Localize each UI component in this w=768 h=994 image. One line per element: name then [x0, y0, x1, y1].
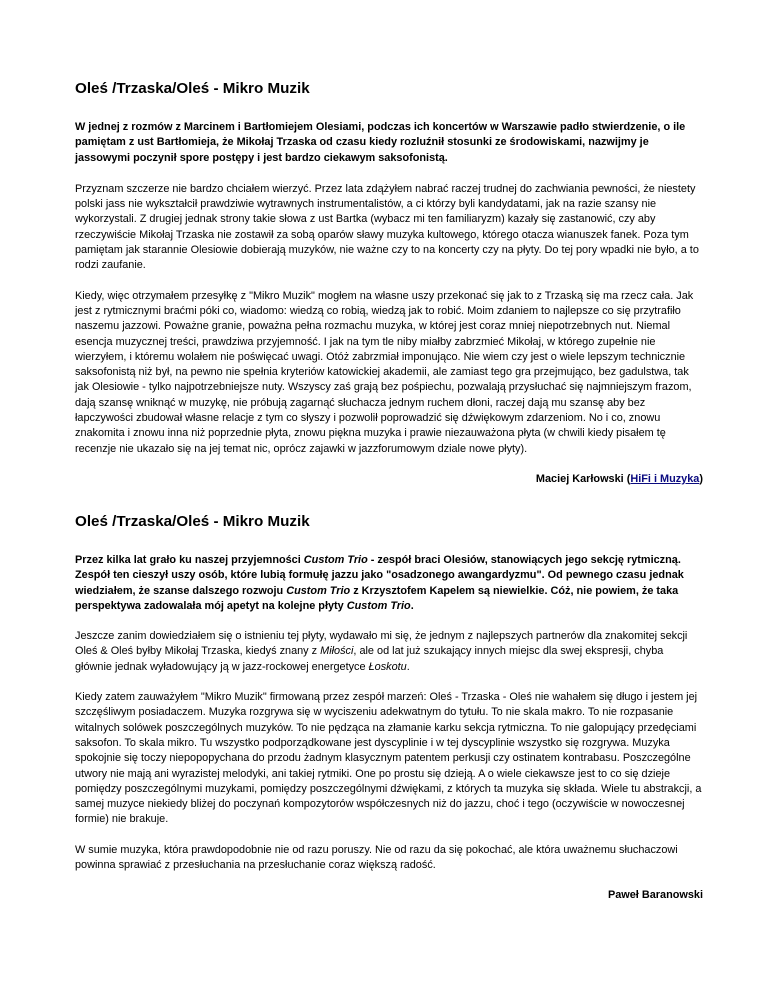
paragraph-text: , ale od lat już szukający innych miejsc dla swej ekspresji, chyba głównie jednak wyładowujący ją w jazz-rockowej energetyce [75, 645, 664, 673]
band-name: Custom Trio [303, 553, 368, 566]
band-name: Miłości [320, 645, 354, 658]
review-signature [75, 888, 703, 903]
review-title: Oleś /Trzaska/Oleś - Mikro Muzik [75, 80, 310, 97]
author-name: Paweł Baranowski [607, 889, 703, 902]
band-name: Custom Trio [346, 599, 411, 612]
page-content [75, 80, 703, 929]
author-name: Maciej Karłowski [535, 472, 624, 485]
lead-text: . [410, 599, 414, 612]
review-paragraph: W sumie muzyka, która prawdopodobnie nie od razu poruszy. Nie od razu da się pokochać, ale która uważnemu słuchaczowi powinna sprawiać z przesłuchania na przesłuchanie coraz większą radość. [75, 843, 678, 871]
review-1 [75, 80, 703, 487]
review-paragraph: Kiedy, więc otrzymałem przesyłkę z "Mikro Muzik" mogłem na własne uszy przekonać się jak to z Trzaską się ma rzecz cała. Jak jest z rytmicznymi braćmi póki co, wiadomo: wiedzą co robią, wiedzą jak to robić. Moim zdaniem to najlepsze co się przytrafiło naszemu jazzowi. Poważne granie, poważna pełna rozmachu muzyka, w której jest coraz mniej niepotrzebnych nut. Niemal esencja muzycznej treści, prawdziwa przyjemność. I jak na tym tle niby miałby zabrzmieć Mikołaj, w którego zupełnie nie wierzyłem, i któremu wolałem nie poświęcać uwagi. Otóż zabrzmiał imponująco. Nie wiem czy jest o wiele lepszym technicznie saksofonistą niż był, na pewno nie spełnia kryteriów katowickiej akademii, ale zamiast tego gra przejmująco, bez gadulstwa, tak jak Olesiowie - tylko najpotrzebniejsze nuty. Wszyscy zaś grają bez pośpiechu, pozwalają przysłuchać się najmniejszym frazom, dają szansę wniknąć w muzykę, nie próbują zagarnąć słuchacza jednym ruchem dłoni, raczej dają mu szansę aby bez łapczywości zbudował własne relacje z tym co słyszy i pozwolił poprowadzić się dźwiękowym zdarzeniom. No i co, znowu znakomita i znowu inna niż poprzednie płyta, znowu piękna muzyka i prawie niezauważona płyta (w chwili kiedy pisałem tę recenzje nie ukazało się na jej temat nic, oprócz zajawki w jazzforumowym dziale nowe płyty). [75, 289, 694, 455]
lead-text: z Krzysztofem Kapelem są niewielkie. Cóż, nie powiem, że taka perspektywa zadowalała mój apetyt na kolejne płyty [75, 584, 679, 612]
review-paragraph: Kiedy zatem zauważyłem "Mikro Muzik" firmowaną przez zespół marzeń: Oleś - Trzaska - Oleś nie wahałem się długo i jestem jej szczęśliwym posiadaczem. Muzyka rozgrywa się w wyciszeniu adekwatnym do tytułu. To nie skala makro. To nie rozpasanie witalnych solówek poszczególnych muzyków. To nie pędząca na złamanie karku sekcja rytmiczna. To nie galopujący przedęciami saksofon. To skala mikro. Tu wszystko podporządkowane jest dyscyplinie i w tej dyscyplinie wszystko się rozgrywa. Muzyka spokojnie się toczy niepopopychana do przodu żadnym klasycznym patentem perkusji czy ostinatem kontrabasu. Poszczególne utwory nie mają ani wyrazistej melodyki, ani takiej rytmiki. One po prostu się dzieją. A o wiele ciekawsze jest to co się dzieje pomiędzy poszczególnymi muzykami, pomiędzy poszczególnymi dźwiękami, z których ta muzyka się składa. Wiele tu abstrakcji, a samej muzyce niekiedy bliżej do poczynań kompozytorów współczesnych niż do jazzu, choć i tego (oczywiście w nowoczesnej formie) nie brakuje. [75, 691, 702, 826]
band-name: Łoskotu [368, 660, 407, 673]
source-link[interactable]: HiFi i Muzyka [630, 472, 700, 485]
band-name: Custom Trio [286, 584, 351, 597]
paragraph-text: . [406, 660, 410, 673]
review-lead: W jednej z rozmów z Marcinem i Bartłomiejem Olesiami, podczas ich koncertów w Warszawie padło stwierdzenie, o ile pamiętam z ust Bartłomieja, że Mikołaj Trzaska od czasu kiedy rozluźnił stosunki ze środowiskami, nazwijmy je jassowymi poczynił spore postępy i jest bardzo ciekawym saksofonistą. [75, 121, 686, 164]
review-signature [75, 472, 703, 487]
source-close: ) [699, 472, 703, 485]
source-open: ( [623, 472, 631, 485]
review-paragraph: Przyznam szczerze nie bardzo chciałem wierzyć. Przez lata zdążyłem nabrać raczej trudnej do zachwiania pewności, że niestety polski jass nie wykształcił prawdziwie wytrawnych instrumentalistów, a ci którzy byli kandydatami, jak na razie szansy nie wykorzystali. Z drugiej jednak strony takie słowa z ust Bartka (wybacz mi ten familiaryzm) kazały się zastanowić, czy aby rzeczywiście Mikołaj Trzaska nie zostawił za sobą oparów sławy muzyka kultowego, którego otacza wianuszek fanek. Poza tym pamiętam jak starannie Olesiowie dobierają muzyków, nie ważne czy to na koncerty czy na płyty. Do tej pory wpadki nie było, a to rodzi zaufanie. [75, 182, 699, 272]
paragraph-text: Jeszcze zanim dowiedziałem się o istnieniu tej płyty, wydawało mi się, że jednym z najlepszych partnerów dla znakomitej sekcji Oleś & Oleś byłby Mikołaj Trzaska, kiedyś znany z [75, 630, 688, 658]
lead-text: Przez kilka lat grało ku naszej przyjemności [75, 553, 304, 566]
review-title: Oleś /Trzaska/Oleś - Mikro Muzik [75, 512, 310, 530]
review-2 [75, 513, 703, 903]
review-paragraph [75, 629, 703, 675]
lead-text: - zespół braci Olesiów, stanowiących jego sekcję rytmiczną. Zespół ten cieszył uszy osób, które lubią formułę jazzu jako "osadzonego awangardyzmu". Od pewnego czasu jednak wiedziałem, że szanse dalszego rozwoju [75, 553, 684, 597]
review-lead [75, 553, 703, 614]
